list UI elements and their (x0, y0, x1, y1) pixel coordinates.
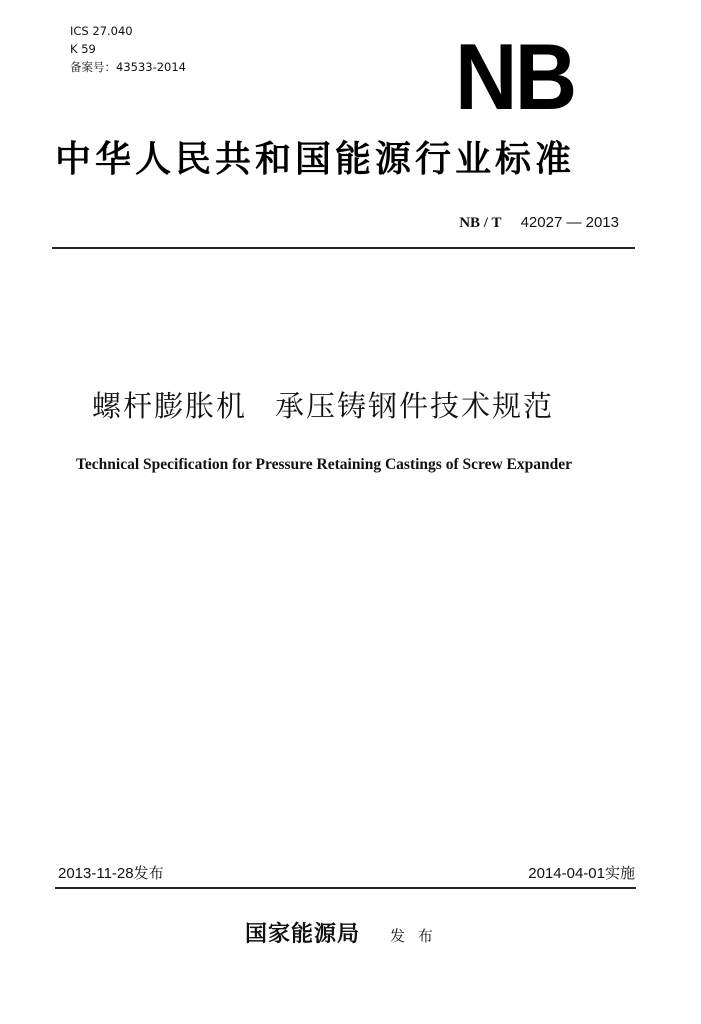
publisher-action: 发 布 (390, 927, 433, 945)
effective-date-label: 实施 (604, 864, 635, 882)
standard-code-number: 42027 — 2013 (520, 214, 619, 231)
title-chinese-part2: 承压铸钢件技术规范 (275, 389, 555, 423)
publisher-line (245, 920, 433, 951)
classification-block (70, 22, 186, 76)
effective-date-value: 2014-04-01 (528, 865, 605, 882)
publisher-org: 国家能源局 (245, 922, 361, 947)
ccs-code: K 59 (70, 42, 96, 56)
issue-date-label: 发布 (133, 864, 164, 882)
ics-code: ICS 27.040 (70, 24, 133, 38)
title-chinese (92, 386, 652, 426)
filing-number: 备案号：43533-2014 (70, 60, 186, 74)
standard-code-prefix: NB / T (459, 215, 502, 231)
issuer-heading: 中华人民共和国能源行业标准 (55, 138, 576, 180)
effective-date (528, 862, 635, 885)
title-english: Technical Specification for Pressure Retaining Castings of Screw Expander (76, 456, 572, 473)
top-divider (52, 247, 635, 249)
issue-date (58, 862, 164, 885)
nb-logo: NB (455, 24, 575, 129)
title-chinese-part1: 螺杆膨胀机 (92, 389, 248, 423)
issue-date-value: 2013-11-28 (58, 865, 134, 882)
bottom-divider (55, 887, 636, 889)
standard-code (459, 212, 619, 233)
